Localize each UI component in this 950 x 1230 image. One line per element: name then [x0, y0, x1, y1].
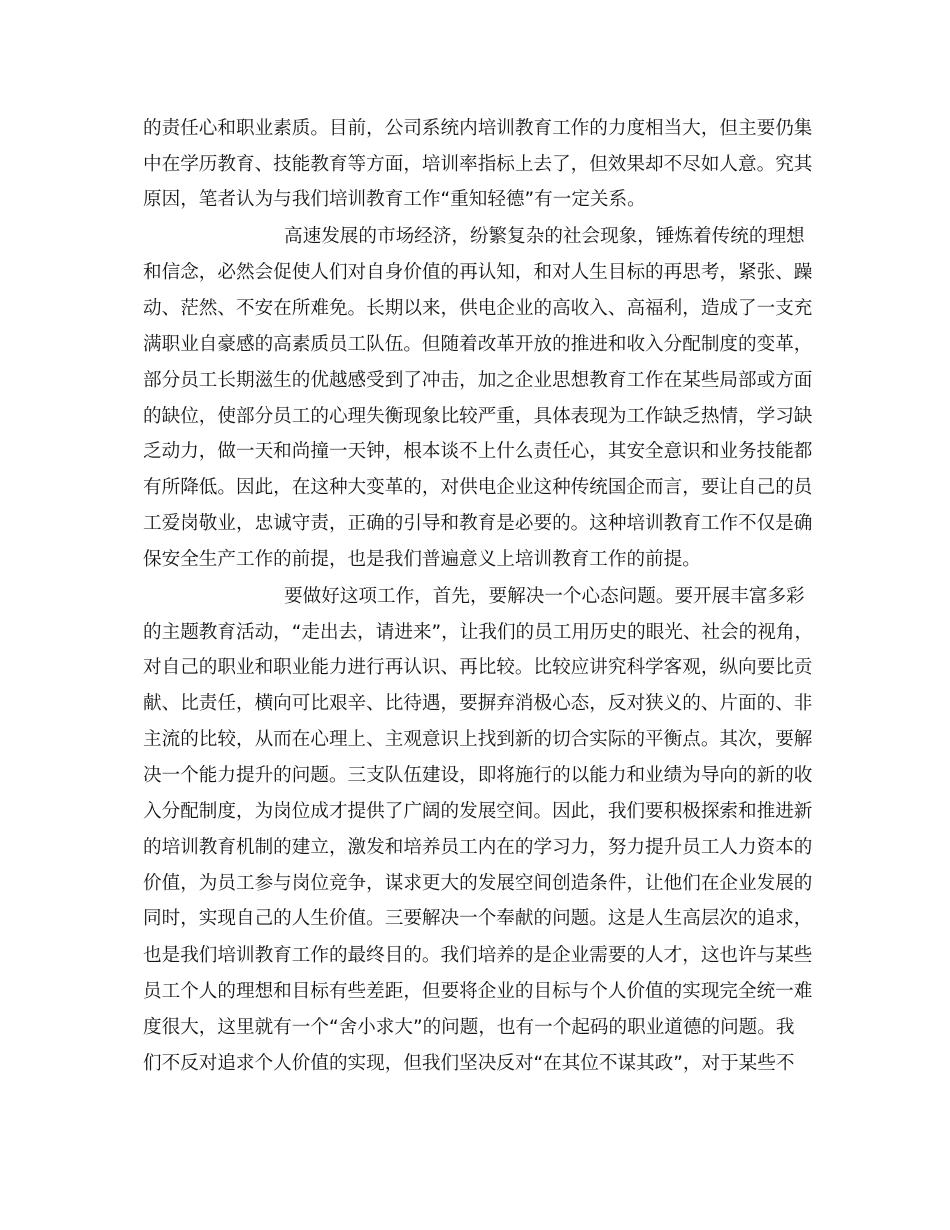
- text-line: 员工个人的理想和目标有些差距，但要将企业的目标与个人价值的实现完全统一难: [143, 981, 813, 1002]
- text-line: 主流的比较，从而在心理上、主观意识上找到新的切合实际的平衡点。其次，要解: [143, 729, 813, 750]
- text-line: 和信念，必然会促使人们对自身价值的再认知，和对人生目标的再思考，紧张、躁: [143, 262, 813, 283]
- text-line: 中在学历教育、技能教育等方面，培训率指标上去了，但效果却不尽如人意。究其: [143, 154, 813, 175]
- text-line: 献、比责任，横向可比艰辛、比待遇，要摒弃消极心态，反对狭义的、片面的、非: [143, 693, 813, 714]
- text-line: 满职业自豪感的高素质员工队伍。但随着改革开放的推进和收入分配制度的变革，: [143, 334, 813, 355]
- text-line: 保安全生产工作的前提，也是我们普遍意义上培训教育工作的前提。: [143, 549, 701, 570]
- text-line: 价值，为员工参与岗位竞争，谋求更大的发展空间创造条件，让他们在企业发展的: [143, 873, 813, 894]
- text-line: 们不反对追求个人价值的实现，但我们坚决反对“在其位不谋其政”，对于某些不: [143, 1053, 795, 1074]
- text-line: 的主题教育活动，“走出去，请进来”，让我们的员工用历史的眼光、社会的视角，: [143, 622, 814, 643]
- text-line: 动、茫然、不安在所难免。长期以来，供电企业的高收入、高福利，造成了一支充: [143, 298, 813, 319]
- text-line: 有所降低。因此，在这种大变革的，对供电企业这种传统国企而言，要让自己的员: [143, 477, 813, 498]
- text-line: 度很大，这里就有一个“舍小求大”的问题，也有一个起码的职业道德的问题。我: [143, 1017, 795, 1038]
- text-line: 的责任心和职业素质。目前，公司系统内培训教育工作的力度相当大，但主要仍集: [143, 118, 813, 139]
- text-line: 部分员工长期滋生的优越感受到了冲击，加之企业思想教育工作在某些局部或方面: [143, 370, 813, 391]
- text-line: 乏动力，做一天和尚撞一天钟，根本谈不上什么责任心，其安全意识和业务技能都: [143, 441, 813, 462]
- text-line: 工爱岗敬业，忠诚守责，正确的引导和教育是必要的。这种培训教育工作不仅是确: [143, 513, 813, 534]
- text-line: 的缺位，使部分员工的心理失衡现象比较严重，具体表现为工作缺乏热情，学习缺: [143, 406, 813, 427]
- text-line: 决一个能力提升的问题。三支队伍建设，即将施行的以能力和业绩为导向的新的收: [143, 765, 813, 786]
- paragraph-start-line: 高速发展的市场经济，纷繁复杂的社会现象，锤炼着传统的理想: [284, 226, 805, 247]
- text-line: 的培训教育机制的建立，激发和培养员工内在的学习力，努力提升员工人力资本的: [143, 837, 813, 858]
- text-line: 同时，实现自己的人生价值。三要解决一个奉献的问题。这是人生高层次的追求，: [143, 908, 813, 929]
- text-line: 入分配制度，为岗位成才提供了广阔的发展空间。因此，我们要积极探索和推进新: [143, 801, 813, 822]
- text-line: 对自己的职业和职业能力进行再认识、再比较。比较应讲究科学客观，纵向要比贡: [143, 657, 813, 678]
- paragraph-start-line: 要做好这项工作，首先，要解决一个心态问题。要开展丰富多彩: [284, 586, 805, 607]
- text-line: 也是我们培训教育工作的最终目的。我们培养的是企业需要的人才，这也许与某些: [143, 945, 813, 966]
- text-line: 原因，笔者认为与我们培训教育工作“重知轻德”有一定关系。: [143, 189, 646, 210]
